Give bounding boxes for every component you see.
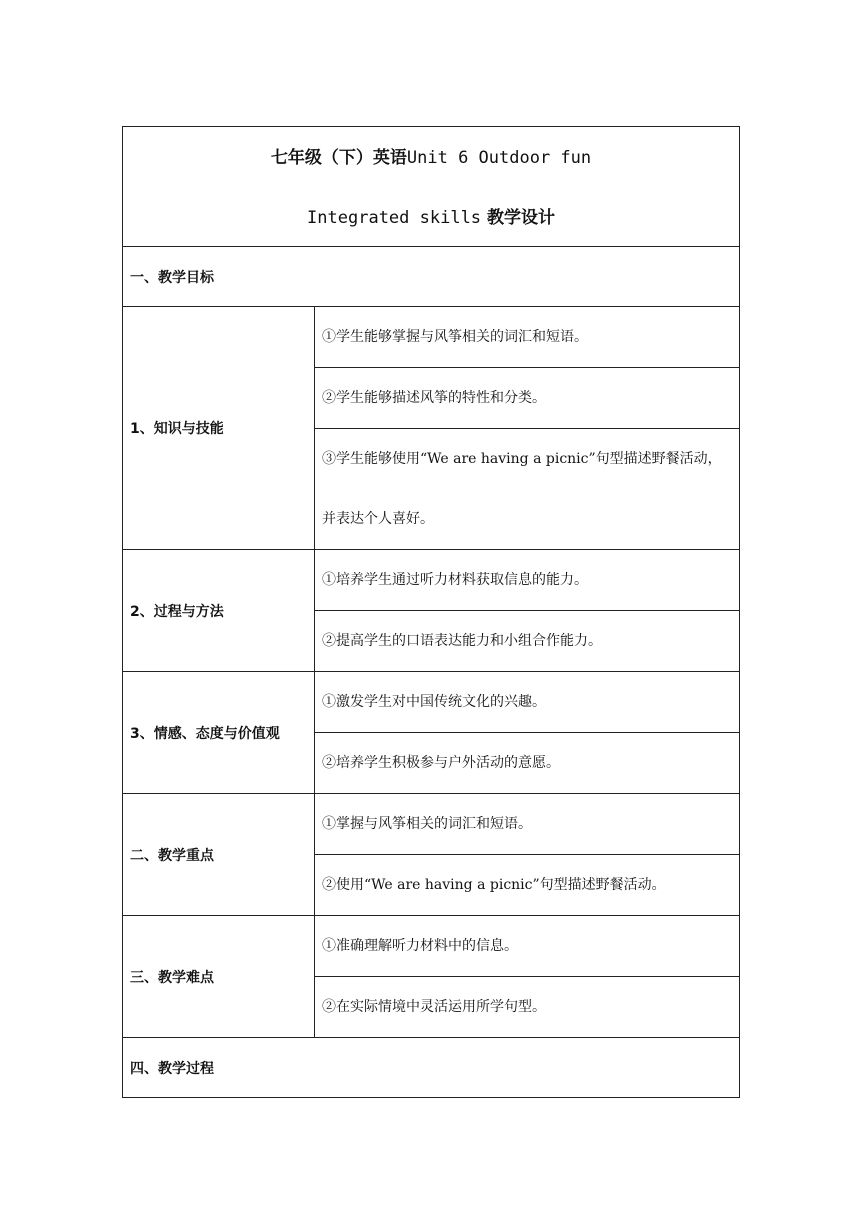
- key-point-item: [315, 794, 740, 855]
- goal-item-text: ①学生能够掌握与风筝相关的词汇和短语。: [322, 329, 588, 345]
- title-design-text: 教学设计: [486, 207, 555, 228]
- goal-item-text-line1: ③学生能够使用“We are having a picnic”句型描述野餐活动，: [322, 451, 722, 467]
- lesson-plan-table: [122, 126, 740, 1098]
- goal-item: [315, 550, 740, 611]
- goal-item-text-line2: 并表达个人喜好。: [322, 511, 434, 527]
- table-row: [123, 307, 740, 368]
- section-row-goals: [123, 247, 740, 307]
- difficulty-item: [315, 916, 740, 977]
- title-grade-text: 七年级（下）英语: [270, 147, 407, 168]
- goal-item-text: ②学生能够描述风筝的特性和分类。: [322, 390, 546, 406]
- section-heading-goals: 一、教学目标: [123, 247, 740, 307]
- goal-item: [315, 672, 740, 733]
- table-row: [123, 672, 740, 733]
- title-unit-text: Unit 6 Outdoor fun: [406, 147, 592, 168]
- label-knowledge-skills: 1、知识与技能: [123, 307, 315, 550]
- goal-item: [315, 733, 740, 794]
- table-row: [123, 794, 740, 855]
- goal-item: [315, 611, 740, 672]
- title-line-1: [123, 148, 739, 168]
- difficulty-text: ②在实际情境中灵活运用所学句型。: [322, 999, 546, 1015]
- difficulty-item: [315, 977, 740, 1038]
- goal-item-text: ②提高学生的口语表达能力和小组合作能力。: [322, 633, 602, 649]
- table-row: [123, 550, 740, 611]
- section-heading-key-points: 二、教学重点: [123, 794, 315, 916]
- title-line-2: [123, 208, 739, 228]
- label-process-method: 2、过程与方法: [123, 550, 315, 672]
- key-point-text: ②使用“We are having a picnic”句型描述野餐活动。: [322, 877, 666, 893]
- goal-item-text: ①激发学生对中国传统文化的兴趣。: [322, 694, 546, 710]
- key-point-text: ①掌握与风筝相关的词汇和短语。: [322, 816, 532, 832]
- goal-item-text: ①培养学生通过听力材料获取信息的能力。: [322, 572, 588, 588]
- label-emotion-attitude-values: 3、情感、态度与价值观: [123, 672, 315, 794]
- title-cell: [123, 127, 740, 247]
- goal-item: [315, 429, 740, 550]
- table-row: [123, 916, 740, 977]
- difficulty-text: ①准确理解听力材料中的信息。: [322, 938, 518, 954]
- goal-item: [315, 368, 740, 429]
- key-point-item: [315, 855, 740, 916]
- title-row: [123, 127, 740, 247]
- section-heading-process: 四、教学过程: [123, 1038, 740, 1098]
- goal-item: [315, 307, 740, 368]
- section-row-process: [123, 1038, 740, 1098]
- title-lesson-text: Integrated skills: [307, 207, 482, 228]
- goal-item-text: ②培养学生积极参与户外活动的意愿。: [322, 755, 560, 771]
- section-heading-difficulties: 三、教学难点: [123, 916, 315, 1038]
